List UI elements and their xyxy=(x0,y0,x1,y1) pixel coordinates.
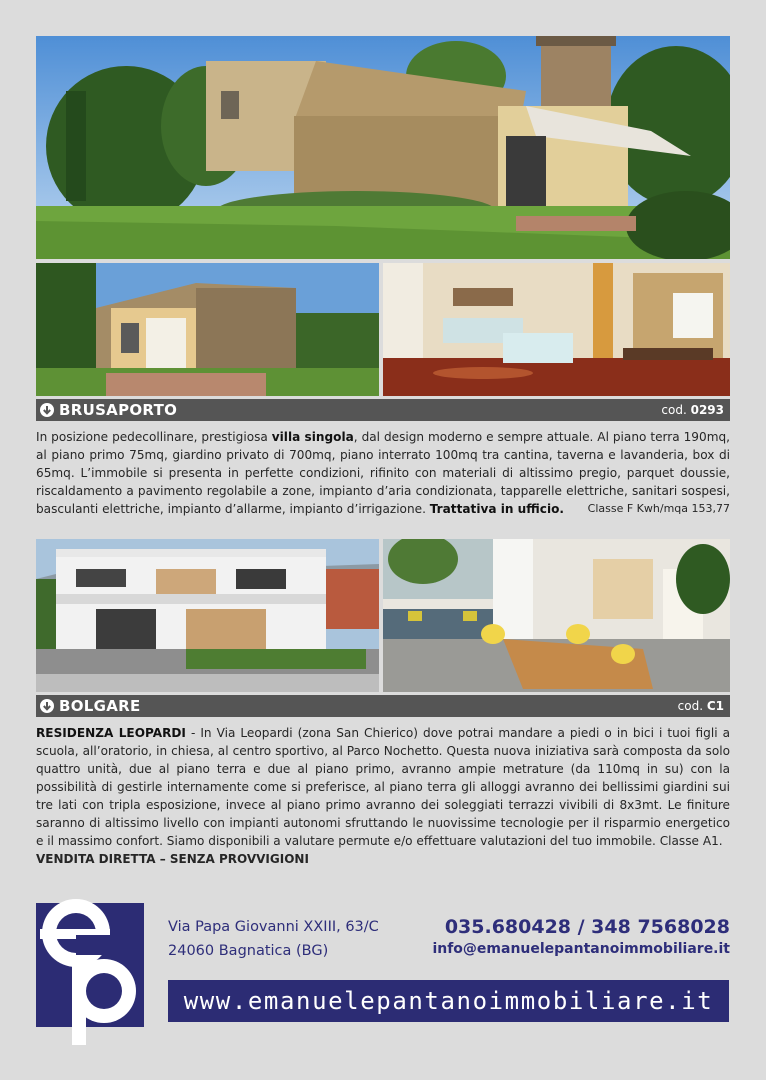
energy-class: Classe F Kwh/mqa 153,77 xyxy=(587,502,730,515)
arrow-down-circle-icon xyxy=(40,699,54,713)
residence-interior-photo xyxy=(383,539,730,692)
address-street: Via Papa Giovanni XXIII, 63/C xyxy=(168,919,379,935)
listing-code: cod. C1 xyxy=(677,699,724,713)
residence-render-photo xyxy=(36,539,379,692)
arrow-down-circle-icon xyxy=(40,403,54,417)
address-city: 24060 Bagnatica (BG) xyxy=(168,943,329,959)
villa-side-photo xyxy=(36,263,379,396)
listing-description: RESIDENZA LEOPARDI - In Via Leopardi (zona San Chierico) dove potrai mandare a piedi o in bici i tuoi figli a scuola, all’oratorio, in chiesa, al centro sportivo, al Parco Nochetto. Questa nuova iniziativa sarà composta da solo quattro unità, due al piano terra e due al piano primo, avranno ampie metrature (da 110mq in su) con la possibilità di gestirle internamente come si preferisce, al piano terra gli alloggi avranno dei bellissimi giardini sui tre lati con tripla esposizione, invece al piano primo avranno dei soleggiati terrazzi vivibili di 8x3mt. Le finiture saranno di altissimo livello con impianti autonomi sfruttando le nuovissime tecnologie per il risparmio energetico e il massimo confort. Siamo disponibili a valutare permute e/o effettuare valutazioni del tuo immobile. Classe A1. xyxy=(36,726,730,848)
listing-bar-bolgare xyxy=(36,695,730,717)
company-address xyxy=(168,915,379,963)
listing-bar-brusaporto xyxy=(36,399,730,421)
listing-town: BOLGARE xyxy=(59,697,141,715)
company-logo xyxy=(36,893,144,1045)
website-link[interactable]: www.emanuelepantanoimmobiliare.it xyxy=(168,980,729,1022)
listing-code: cod. 0293 xyxy=(661,403,724,417)
listing-description: In posizione pedecollinare, prestigiosa villa singola, dal design moderno e sempre attuale. Al piano terra 190mq, al piano primo 75mq, giardino privato di 700mq, piano interrato 100mq tra cantina, taverna e lavanderia, box di 65mq. L’immobile si presenta in perfette condizioni, rifinito con materiali di altissimo pregio, parquet doussie, riscaldamento a pavimento regolabile a zone, impianto d’aria condizionata, tapparelle elettriche, sanitari sospesi, basculanti elettriche, impianto d’allarme, impianto d’irrigazione. Trattativa in ufficio. Classe F Kwh/mqa 153,77 xyxy=(36,430,730,516)
phone-number[interactable]: 035.680428 / 348 7568028 xyxy=(444,916,730,938)
sale-note: VENDITA DIRETTA – SENZA PROVVIGIONI xyxy=(36,852,309,866)
email-link[interactable]: info@emanuelepantanoimmobiliare.it xyxy=(432,941,730,957)
villa-interior-photo xyxy=(383,263,730,396)
listing-town: BRUSAPORTO xyxy=(59,401,178,419)
villa-exterior-photo xyxy=(36,36,730,259)
